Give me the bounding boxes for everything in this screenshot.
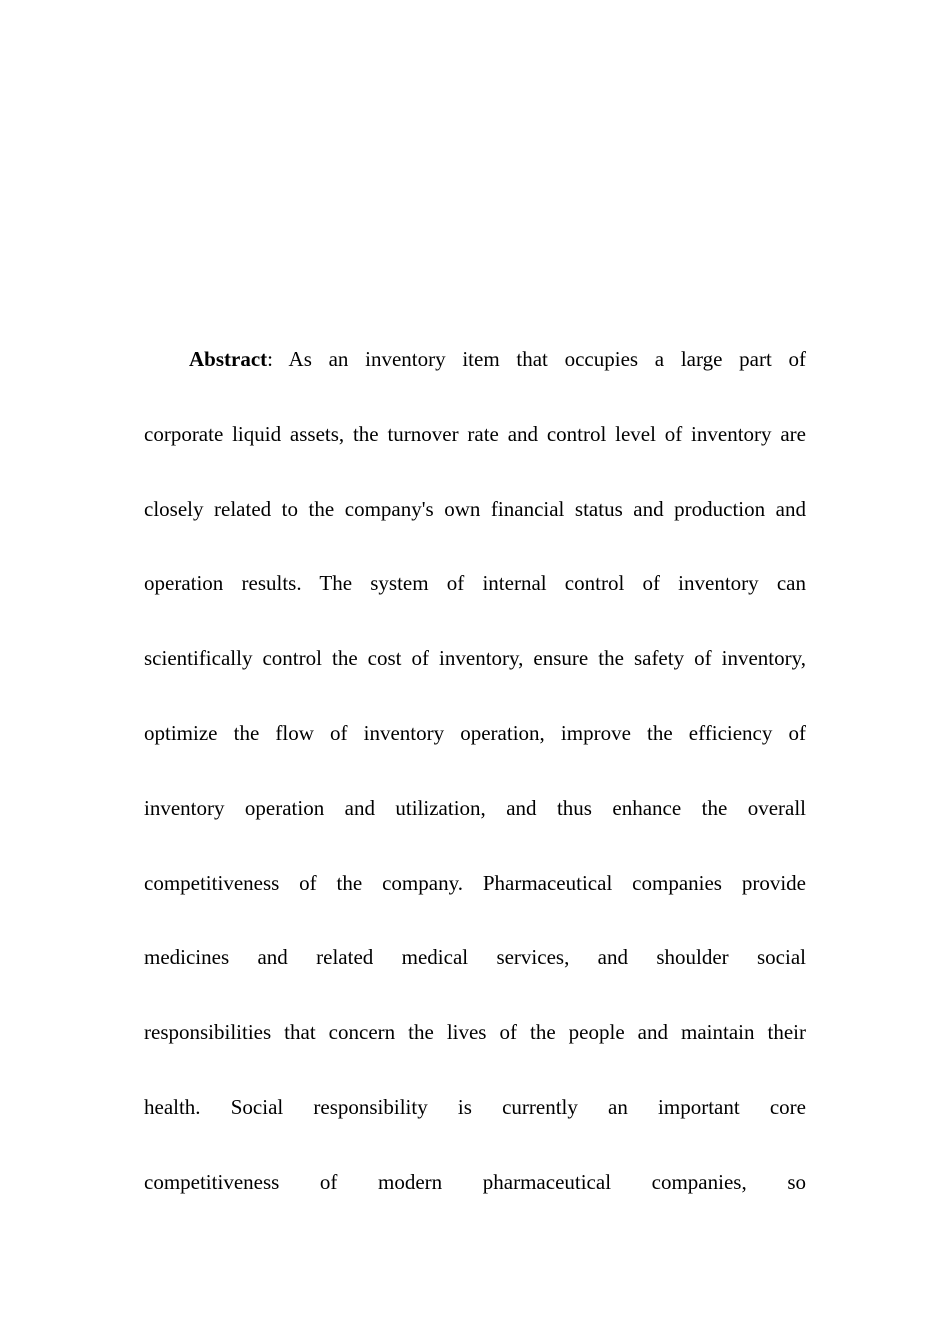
abstract-line-9: medicines and related medical services, and shoulder social (144, 945, 806, 970)
abstract-line-11: health. Social responsibility is currently an important core (144, 1094, 806, 1119)
abstract-line-10: responsibilities that concern the lives of the people and maintain their (144, 1020, 806, 1045)
abstract-paragraph (144, 334, 806, 1232)
abstract-line-6: optimize the flow of inventory operation, improve the efficiency of (144, 720, 806, 745)
abstract-line-7: inventory operation and utilization, and thus enhance the overall (144, 795, 806, 820)
abstract-line-12: competitiveness of modern pharmaceutical companies, so (144, 1169, 806, 1194)
abstract-line-5: scientifically control the cost of inventory, ensure the safety of inventory, (144, 646, 806, 671)
abstract-line-8: competitiveness of the company. Pharmaceutical companies provide (144, 870, 806, 895)
abstract-line-1 (144, 334, 806, 409)
abstract-line-4: operation results. The system of internal control of inventory can (144, 571, 806, 596)
abstract-label: Abstract (189, 347, 268, 371)
abstract-line-3: closely related to the company's own financial status and production and (144, 496, 806, 521)
abstract-line-1-text: : As an inventory item that occupies a large part of (267, 347, 806, 371)
abstract-line-2: corporate liquid assets, the turnover rate and control level of inventory are (144, 421, 806, 446)
